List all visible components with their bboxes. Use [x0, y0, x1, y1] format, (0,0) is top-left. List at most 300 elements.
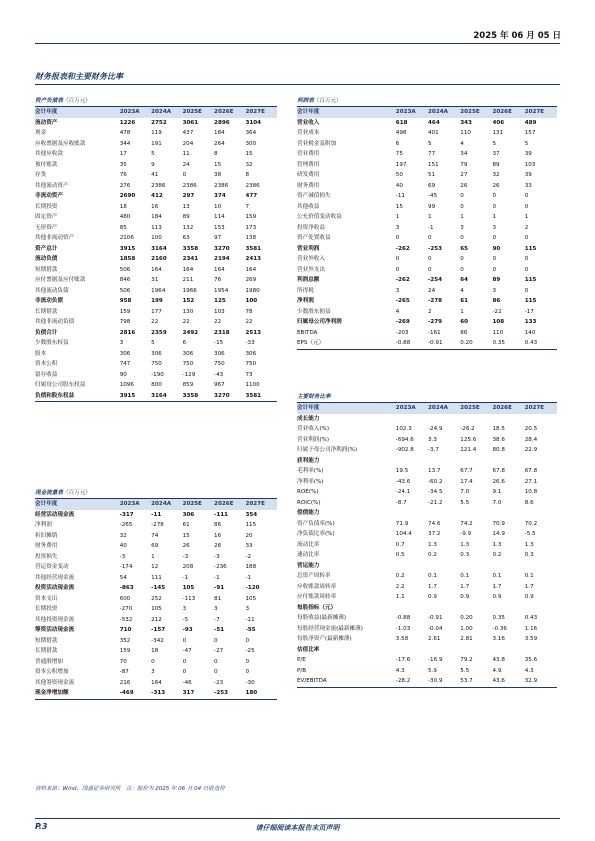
table-row	[35, 233, 277, 244]
table-cell: 140	[524, 329, 536, 336]
table-cell: 41	[151, 172, 159, 178]
table-row	[35, 118, 277, 129]
table-cell: 26	[492, 182, 500, 189]
table-cell: 115	[524, 277, 537, 283]
table-cell: 437	[182, 130, 194, 136]
table-cell: 0.43	[525, 338, 557, 349]
table-cell: 159	[119, 308, 131, 315]
column-header: 会计年度	[35, 499, 120, 510]
table-cell: -9.9	[460, 531, 472, 537]
table-cell: 74.6	[428, 520, 441, 527]
table-cell: 0.7	[395, 541, 405, 548]
table-cell: 478	[119, 130, 131, 136]
table-cell: 164	[245, 266, 257, 273]
row-label: 营业税金及附加	[297, 140, 337, 147]
table-cell: 2318	[214, 329, 230, 336]
table-cell: -51	[214, 627, 225, 633]
row-label: 营业收入	[297, 119, 320, 126]
table-cell: 5	[524, 140, 529, 147]
table-cell: 38.6	[492, 436, 505, 443]
table-cell: 0	[245, 658, 250, 665]
row-label: 估值比率	[297, 646, 320, 653]
table-cell: 89	[492, 277, 501, 283]
table-cell: 0	[395, 256, 400, 262]
row-label: 其他经营现金流	[35, 574, 75, 581]
table-cell: 3358	[183, 391, 214, 402]
table-cell: 276	[119, 182, 131, 189]
row-label: 少数股东权益	[35, 340, 69, 346]
table-cell: 1858	[119, 256, 136, 262]
row-label: 流动资产	[35, 119, 58, 126]
table-row	[297, 338, 557, 349]
section-divider	[35, 84, 560, 85]
table-cell: -30	[245, 679, 255, 686]
table-cell: 0	[428, 266, 432, 273]
table-cell: 11	[182, 151, 190, 157]
table-cell: 297	[182, 193, 195, 199]
row-label: 净利润	[297, 298, 314, 304]
table-cell: -1	[428, 224, 434, 231]
table-cell: -269	[395, 319, 410, 325]
table-cell: 7	[245, 203, 250, 210]
table-cell: 133	[524, 319, 537, 325]
table-row	[297, 265, 557, 276]
table-cell: 67.8	[524, 468, 538, 474]
table-cell: 197	[395, 161, 407, 168]
table-cell: 199	[151, 298, 163, 304]
table-cell: 15	[214, 161, 222, 168]
footer-divider	[35, 818, 560, 819]
table-cell: 0.1	[460, 573, 470, 579]
table-row	[297, 435, 557, 446]
financial-ratios-table	[297, 392, 557, 688]
table-cell: 5	[492, 140, 497, 147]
table-cell: -24.1	[395, 489, 411, 495]
table-cell: 7.0	[492, 499, 502, 506]
row-label: 其他非流动负债	[35, 319, 75, 325]
table-cell: 77	[428, 151, 436, 157]
table-cell: -5	[182, 616, 189, 623]
table-cell: -60.2	[428, 478, 443, 485]
table-cell: -91	[214, 585, 225, 591]
table-cell: 102.3	[395, 426, 412, 432]
table-cell: 0.9	[524, 594, 534, 600]
table-cell	[525, 561, 557, 572]
table-row	[297, 561, 557, 572]
table-row	[35, 510, 277, 521]
table-cell: 12	[151, 564, 159, 570]
table-cell: 0	[460, 256, 464, 262]
table-cell	[396, 603, 428, 614]
table-cell: 104.4	[395, 531, 412, 537]
table-cell: -278	[151, 522, 164, 528]
table-cell: -317	[119, 511, 134, 518]
table-cell	[428, 414, 460, 425]
table-cell: 0.9	[460, 594, 470, 600]
row-label: 营业利润(%)	[297, 436, 330, 443]
table-cell: 17	[119, 151, 127, 157]
table-cell: 184	[214, 130, 225, 136]
table-row	[35, 594, 277, 605]
table-cell: 22.9	[524, 447, 538, 453]
table-cell: -46	[182, 679, 192, 686]
table-cell	[396, 456, 428, 467]
table-cell: 344	[119, 140, 131, 147]
table-row	[35, 181, 277, 192]
table-cell	[525, 508, 557, 519]
table-row	[297, 603, 557, 614]
table-cell: 0.3	[524, 552, 534, 558]
table-cell: -253	[214, 688, 245, 699]
column-header: 2023A	[396, 107, 428, 118]
table-cell: 0.2	[428, 552, 437, 558]
table-title: 现金流量表	[35, 490, 63, 496]
column-header: 2024A	[428, 403, 460, 414]
table-cell: 0	[245, 637, 250, 644]
table-cell: 9	[151, 161, 155, 168]
table-header-row	[297, 403, 557, 414]
table-cell: 406	[492, 119, 505, 126]
table-cell: -0.88	[395, 615, 411, 621]
table-cell: -120	[245, 585, 260, 591]
row-label: 财务费用	[297, 182, 320, 189]
row-label: P/B	[297, 667, 307, 674]
table-cell: 2	[524, 224, 529, 231]
row-label: 资产处置收益	[297, 235, 331, 241]
table-cell: 157	[524, 130, 536, 136]
table-cell: 50	[395, 172, 403, 178]
table-cell: 2386	[214, 182, 229, 189]
table-cell: 61	[460, 298, 469, 304]
table-cell: 6	[182, 340, 187, 346]
table-cell: 750	[245, 361, 257, 367]
table-cell: 15	[182, 532, 190, 539]
table-cell: -24.9	[428, 426, 443, 432]
row-label: 速动比率	[297, 552, 320, 558]
table-cell	[428, 508, 460, 519]
row-label: 筹资活动现金流	[35, 627, 75, 633]
table-cell: 0	[524, 256, 529, 262]
table-row	[297, 160, 557, 171]
table-cell: 5	[151, 151, 155, 157]
table-cell: 8	[245, 172, 250, 178]
table-cell: 2341	[182, 256, 199, 262]
table-cell: 1980	[245, 287, 260, 294]
column-header: 2027E	[246, 499, 278, 510]
table-cell: -279	[428, 319, 443, 325]
table-cell	[493, 456, 525, 467]
table-cell	[460, 603, 492, 614]
table-cell: 61	[182, 522, 190, 528]
table-cell: 121.4	[460, 447, 477, 453]
table-cell: 80.8	[492, 447, 505, 453]
row-label: 营业收入(%)	[297, 426, 330, 432]
table-cell: 1964	[151, 287, 166, 294]
row-label: ROE(%)	[297, 489, 319, 495]
table-row	[35, 254, 277, 265]
table-cell: -203	[395, 329, 409, 336]
row-label: 应付账款周转率	[297, 594, 337, 600]
table-row	[35, 317, 277, 328]
disclaimer-text: 请仔细阅读本报告末页声明	[255, 824, 340, 832]
table-cell: 1100	[245, 382, 260, 388]
table-cell: 3164	[151, 391, 182, 402]
table-cell: 2492	[182, 329, 199, 336]
table-cell: 306	[245, 350, 257, 357]
row-label: 折旧摊销	[35, 532, 58, 539]
table-cell: 317	[183, 688, 214, 699]
column-header: 2024A	[428, 107, 460, 118]
table-cell: 1226	[119, 119, 136, 126]
row-label: 其他流动负债	[35, 287, 69, 294]
table-cell: 3.3	[428, 436, 437, 443]
table-cell: 103	[214, 308, 225, 315]
column-header: 2023A	[396, 403, 428, 414]
table-cell: 89	[182, 214, 190, 220]
table-cell: -7	[214, 616, 220, 623]
table-cell: 343	[460, 119, 472, 126]
row-label: 每股净资产(最新摊薄)	[297, 636, 352, 642]
table-cell	[460, 456, 492, 467]
table-cell: -469	[120, 688, 151, 699]
table-cell: 20.5	[524, 426, 538, 432]
table-row	[35, 541, 277, 552]
column-header: 2024A	[151, 499, 182, 510]
table-cell: 0.35	[493, 338, 525, 349]
table-cell: 0	[460, 266, 464, 273]
table-cell: -22	[492, 308, 502, 315]
table-cell	[493, 414, 525, 425]
table-cell: 105	[182, 585, 195, 591]
table-row	[35, 380, 277, 391]
table-cell: 600	[119, 595, 131, 602]
table-row	[297, 139, 557, 150]
row-label: 应付票据及应付账款	[35, 277, 86, 283]
table-cell: 489	[524, 119, 537, 126]
table-cell: -863	[119, 585, 134, 591]
table-cell: 14.9	[492, 531, 505, 537]
table-row	[35, 391, 277, 402]
table-cell: 618	[395, 119, 408, 126]
table-cell: 0	[492, 235, 497, 241]
table-cell: 2386	[182, 182, 197, 189]
row-label: 成长能力	[297, 415, 320, 422]
table-cell: 28.4	[524, 436, 538, 443]
table-cell: 0.9	[492, 594, 502, 600]
row-label: 资本公积	[35, 361, 58, 367]
table-cell: -8.7	[395, 499, 407, 506]
table-row	[35, 615, 277, 626]
table-cell: -265	[119, 522, 133, 528]
table-cell: 216	[119, 679, 131, 686]
page-number: P.3	[35, 822, 48, 831]
table-cell: -28.2	[396, 676, 428, 687]
table-cell: 177	[151, 308, 162, 315]
table-cell: 1	[428, 214, 432, 220]
table-cell: 90	[492, 245, 501, 252]
table-cell: 0	[182, 658, 187, 665]
column-header: 2023A	[120, 107, 151, 118]
table-cell: 32	[245, 161, 253, 168]
table-cell: 40	[119, 543, 127, 549]
table-row	[297, 508, 557, 519]
table-cell: 1.1	[395, 594, 405, 600]
table-row	[35, 338, 277, 349]
table-cell: 138	[245, 235, 257, 241]
table-cell: 0.9	[428, 594, 437, 600]
table-cell: 26.6	[492, 478, 505, 485]
row-label: 利润总额	[297, 277, 320, 283]
table-cell: 153	[214, 224, 225, 231]
table-cell: -30.9	[428, 676, 460, 687]
table-cell: 3.59	[524, 636, 538, 642]
column-header: 2027E	[525, 403, 557, 414]
table-cell: 8.6	[524, 499, 534, 506]
row-label: 其他应收款	[35, 151, 63, 157]
row-label: 营业费用	[297, 151, 320, 157]
table-row	[35, 149, 277, 160]
table-cell: 4.9	[492, 667, 502, 674]
table-cell: 18.5	[492, 426, 505, 432]
table-cell: 90	[119, 371, 127, 378]
row-label: 非流动资产	[35, 193, 63, 199]
table-cell: 1.7	[460, 583, 470, 590]
row-label: 非流动负债	[35, 298, 63, 304]
table-cell: 31	[151, 277, 159, 283]
table-row	[35, 370, 277, 381]
table-unit: （百万元）	[62, 490, 91, 496]
table-cell: 498	[395, 130, 407, 136]
table-cell: 9.1	[492, 489, 502, 495]
table-cell: 3	[119, 340, 124, 346]
table-cell: 32	[492, 172, 500, 178]
table-cell: -129	[182, 371, 196, 378]
table-cell: 151	[428, 161, 439, 168]
row-label: 资本公积增加	[35, 669, 69, 675]
table-row	[297, 550, 557, 561]
table-row	[35, 265, 277, 276]
table-cell: 115	[524, 298, 537, 304]
table-cell: 164	[151, 266, 162, 273]
table-cell: 1.7	[492, 583, 502, 590]
table-cell: 0	[214, 669, 218, 675]
table-cell: 63	[182, 235, 190, 241]
table-cell: -270	[119, 606, 133, 612]
table-cell	[460, 414, 492, 425]
table-cell: 191	[151, 140, 162, 147]
table-cell: 0	[395, 235, 400, 241]
table-row	[297, 244, 557, 255]
row-label: 毛利率(%)	[297, 468, 324, 474]
table-cell: 0	[492, 266, 497, 273]
table-cell	[428, 456, 460, 467]
table-cell: 100	[245, 298, 258, 304]
table-cell: 1.7	[524, 583, 534, 590]
table-cell: -16.9	[428, 657, 443, 663]
table-cell: 65	[460, 245, 469, 252]
row-label: 无形资产	[35, 224, 58, 231]
table-cell: -43	[214, 371, 224, 378]
table-cell: 3915	[120, 391, 151, 402]
table-cell: 306	[182, 511, 195, 518]
row-label: 营业成本	[297, 130, 320, 136]
table-cell: -33	[245, 340, 255, 346]
table-cell: 188	[245, 564, 257, 570]
row-label: 净负债比率(%)	[297, 531, 335, 537]
table-cell	[396, 414, 428, 425]
table-cell: -902.8	[395, 447, 414, 453]
table-row	[35, 328, 277, 339]
table-cell: 110	[492, 329, 504, 336]
table-cell: 252	[151, 595, 162, 602]
table-row	[297, 254, 557, 265]
table-row	[35, 212, 277, 223]
table-row	[35, 688, 277, 699]
table-cell: 0	[182, 669, 187, 675]
table-cell: 2160	[151, 256, 167, 262]
table-row	[297, 275, 557, 286]
table-cell: -174	[119, 564, 133, 570]
table-cell: 33	[524, 182, 532, 189]
table-row	[35, 139, 277, 150]
table-cell: -27	[214, 648, 224, 654]
row-label: 预付账款	[35, 161, 58, 168]
table-cell: 39	[524, 172, 532, 178]
table-row	[35, 636, 277, 647]
table-cell: 0.2	[395, 573, 405, 579]
table-cell: -45	[428, 193, 438, 199]
table-cell: 0	[428, 256, 432, 262]
table-cell: 2386	[245, 182, 260, 189]
row-label: 营业外收入	[297, 256, 325, 262]
table-cell: 3.16	[492, 636, 505, 642]
table-row	[297, 445, 557, 456]
table-cell: 0.43	[524, 615, 538, 621]
column-header: 2027E	[246, 107, 278, 118]
table-cell: 38	[214, 172, 222, 178]
table-cell: 27	[460, 172, 468, 178]
row-label: 其他筹资现金流	[35, 679, 75, 686]
row-label: 研发费用	[297, 172, 320, 178]
table-cell: 264	[214, 140, 225, 147]
table-cell: -1	[245, 574, 252, 581]
table-cell: 0.20	[460, 615, 473, 621]
table-row	[297, 212, 557, 223]
table-cell: -11	[245, 616, 255, 623]
table-row	[297, 466, 557, 477]
table-row	[35, 202, 277, 213]
table-cell: 164	[214, 266, 225, 273]
table-cell: 2513	[245, 329, 262, 336]
table-row	[35, 286, 277, 297]
table-cell: 3	[245, 606, 250, 612]
table-cell: 1	[395, 214, 400, 220]
table-cell: -11	[395, 193, 405, 199]
row-label: 归属母公司净利润	[297, 319, 342, 325]
table-cell: 60	[460, 319, 469, 325]
column-header: 2026E	[214, 499, 245, 510]
table-row	[297, 519, 557, 530]
table-unit: （百万元）	[313, 98, 342, 104]
table-cell: -694.6	[395, 436, 414, 443]
table-cell: 3	[395, 224, 400, 231]
row-label: 其他流动资产	[35, 182, 69, 189]
row-label: 营运能力	[297, 562, 320, 569]
table-cell: 800	[151, 382, 162, 388]
table-cell: 747	[119, 361, 131, 367]
table-cell: -0.36	[492, 625, 507, 632]
table-cell: 0	[524, 287, 529, 294]
